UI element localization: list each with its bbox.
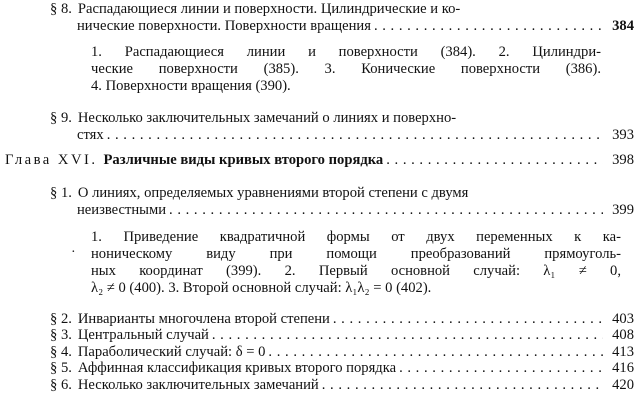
toc-chapter-xvi[interactable] — [5, 152, 634, 169]
sec9-number: § 9. — [50, 110, 72, 126]
sec1-sub-line: λ₂ ≠ 0 (400). 3. Второй основной случай: λ₁λ₂ = 0 (402). — [91, 280, 432, 296]
sec1-page-number: 399 — [612, 202, 634, 218]
sec4-page-number: 413 — [612, 344, 634, 360]
sec9-title-line1: Несколько заключительных замечаний о линиях и поверхно- — [77, 110, 457, 126]
toc-entry-sec1-line2[interactable] — [77, 202, 634, 219]
margin-bullet: · — [71, 245, 76, 260]
toc-entry-sec6[interactable] — [50, 377, 634, 394]
leader-dots — [399, 360, 603, 377]
leader-dots — [374, 18, 603, 35]
sec1-number: § 1. — [50, 185, 72, 201]
sec4-title: Параболический случай: δ = 0 — [77, 344, 266, 360]
chapter-title: Различные виды кривых второго порядка — [103, 152, 384, 168]
leader-dots — [333, 311, 603, 328]
sec8-sub-line: ческие поверхности (385). 3. Конические поверхности (386). — [91, 61, 601, 77]
sec1-sub-line: ноническому виду при помощи преобразований прямоуголь- — [91, 246, 621, 262]
leader-dots — [212, 327, 603, 344]
sec8-sub-line: 1. Распадающиеся линии и поверхности (384). 2. Цилиндри- — [91, 44, 601, 60]
toc-entry-sec5[interactable] — [50, 360, 634, 377]
sec1-sub-line: 1. Приведение квадратичной формы от двух переменных к ка- — [91, 229, 621, 245]
toc-entry-sec4[interactable] — [50, 344, 634, 361]
chapter-label: Глава XVI. — [5, 152, 98, 168]
sec6-title: Несколько заключительных замечаний — [77, 377, 319, 393]
sec1-title-line2: неизвестными — [77, 202, 167, 218]
sec2-title: Инварианты многочлена второй степени — [77, 311, 330, 327]
leader-dots — [268, 344, 603, 361]
toc-entry-sec9-line2[interactable] — [77, 127, 634, 144]
sec1-sub-line: ных координат (399). 2. Первый основной случай: λ₁ ≠ 0, — [91, 263, 621, 279]
toc-entry-sec8-line2[interactable] — [77, 18, 634, 35]
sec1-title-line1: О линиях, определяемых уравнениями второй степени с двумя — [77, 185, 469, 201]
sec8-subsections — [91, 44, 601, 95]
chapter-page-number: 398 — [612, 152, 634, 168]
toc-entry-sec1-line1 — [50, 185, 634, 202]
sec5-title: Аффинная классификация кривых второго порядка — [77, 360, 397, 376]
sec8-page-number: 384 — [612, 18, 634, 34]
sec6-page-number: 420 — [612, 377, 634, 393]
sec8-title-line2: нические поверхности. Поверхности вращения — [77, 18, 371, 34]
sec9-page-number: 393 — [612, 127, 634, 143]
sec3-number: § 3. — [50, 327, 72, 343]
leader-dots — [107, 127, 603, 144]
sec8-sub-line: 4. Поверхности вращения (390). — [91, 78, 291, 94]
sec3-title: Центральный случай — [77, 327, 209, 343]
sec2-number: § 2. — [50, 311, 72, 327]
toc-entry-sec9-line1 — [50, 110, 634, 127]
sec3-page-number: 408 — [612, 327, 634, 343]
sec5-page-number: 416 — [612, 360, 634, 376]
sec5-number: § 5. — [50, 360, 72, 376]
sec9-title-line2: стях — [77, 127, 104, 143]
sec8-number: § 8. — [50, 1, 72, 17]
sec2-page-number: 403 — [612, 311, 634, 327]
sec4-number: § 4. — [50, 344, 72, 360]
sec1-subsections — [91, 229, 621, 297]
leader-dots — [169, 202, 603, 219]
leader-dots — [386, 152, 603, 169]
leader-dots — [322, 377, 603, 394]
toc-entry-sec8-line1 — [50, 1, 634, 18]
sec6-number: § 6. — [50, 377, 72, 393]
toc-entry-sec2[interactable] — [50, 311, 634, 328]
toc-entry-sec3[interactable] — [50, 327, 634, 344]
sec8-title-line1: Распадающиеся линии и поверхности. Цилиндрические и ко- — [77, 1, 461, 17]
